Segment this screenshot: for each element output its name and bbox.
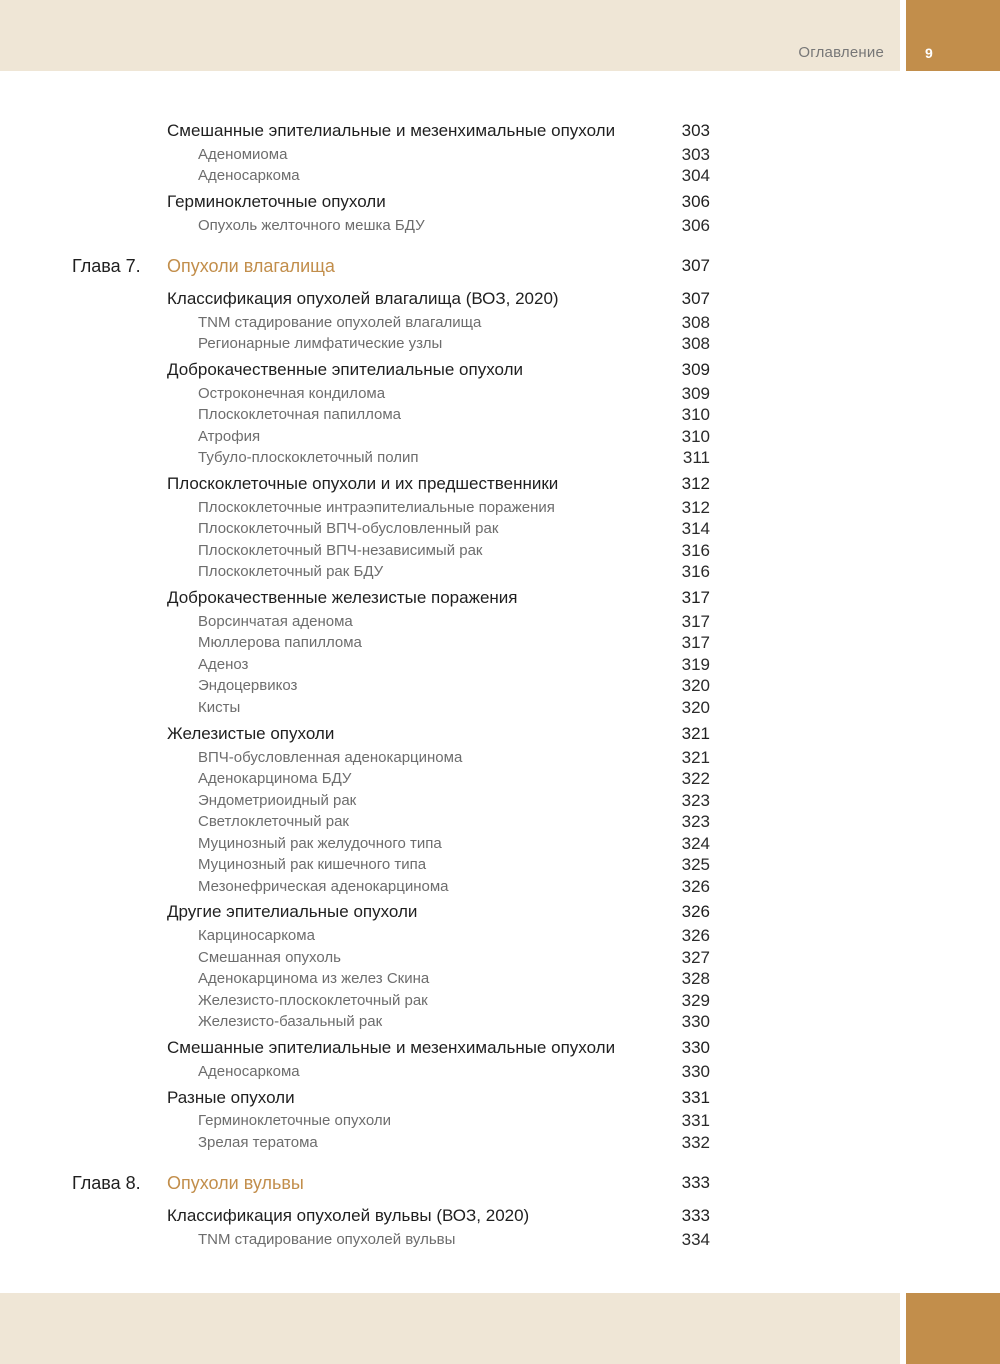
toc-item-row[interactable] [0,769,720,789]
toc-page-number: 311 [682,448,710,467]
toc-entry-title: Карциносаркома [198,927,315,944]
toc-page-number: 323 [681,812,710,831]
toc-entry-title: Плоскоклеточная папиллома [198,406,402,423]
toc-entry-title: Классификация опухолей вульвы (ВОЗ, 2020) [167,1206,530,1225]
toc-page-number: 312 [681,498,710,517]
toc-section-row[interactable] [0,1088,720,1108]
toc-page-number: 303 [681,145,710,164]
toc-page-number: 308 [681,334,710,353]
toc-page-number: 326 [681,902,710,921]
page-number-tab [906,0,1000,71]
toc-entry-title: Опухоли вульвы [167,1173,304,1193]
toc-page-number: 303 [681,121,710,140]
toc-section-row[interactable] [0,1038,720,1058]
toc-section-row[interactable] [0,474,720,494]
toc-item-row[interactable] [0,834,720,854]
toc-page-number: 307 [681,289,710,308]
toc-entry-title: Светлоклеточный рак [198,813,349,830]
toc-entry-title: Опухоли влагалища [167,256,335,276]
toc-page-number: 320 [681,698,710,717]
toc-entry-title: Доброкачественные железистые поражения [167,588,518,607]
toc-entry-title: Смешанные эпителиальные и мезенхимальные опухоли [167,1038,616,1057]
toc-item-row[interactable] [0,676,720,696]
toc-item-row[interactable] [0,991,720,1011]
toc-page-number: 314 [681,519,710,538]
toc-page-number: 323 [681,791,710,810]
toc-entry-title: Мезонефрическая аденокарцинома [198,878,449,895]
toc-page-number: 328 [681,969,710,988]
toc-entry-title: Плоскоклеточный ВПЧ-обусловленный рак [198,520,499,537]
toc-item-row[interactable] [0,405,720,425]
toc-item-row[interactable] [0,498,720,518]
toc-item-row[interactable] [0,1230,720,1250]
toc-item-row[interactable] [0,855,720,875]
toc-page-number: 330 [681,1038,710,1057]
toc-entry-title: Ворсинчатая аденома [198,613,353,630]
toc-entry-title: Мюллерова папиллома [198,634,362,651]
toc-entry-title: Плоскоклеточные опухоли и их предшественники [167,474,559,493]
running-header-title: Оглавление [798,44,884,61]
toc-entry-title: Герминоклеточные опухоли [198,1112,391,1129]
toc-item-row[interactable] [0,926,720,946]
toc-page-number: 306 [681,216,710,235]
toc-entry-title: Плоскоклеточные интраэпителиальные поражения [198,499,555,516]
toc-entry-title: Железисто-базальный рак [198,1013,383,1030]
toc-entry-title: Смешанная опухоль [198,949,341,966]
toc-item-row[interactable] [0,877,720,897]
toc-entry-title: Плоскоклеточный рак БДУ [198,563,384,580]
toc-item-row[interactable] [0,748,720,768]
toc-page-number: 331 [681,1088,710,1107]
toc-item-row[interactable] [0,427,720,447]
toc-entry-title: Эндометриоидный рак [198,792,357,809]
toc-entry-title: Аденокарцинома БДУ [198,770,352,787]
toc-page-number: 330 [681,1062,710,1081]
toc-page-number: 310 [681,427,710,446]
toc-entry-title: Доброкачественные эпителиальные опухоли [167,360,524,379]
toc-page-number: 326 [681,926,710,945]
toc-section-row[interactable] [0,902,720,922]
toc-entry-title: Регионарные лимфатические узлы [198,335,443,352]
toc-page-number: 329 [681,991,710,1010]
toc-entry-title: Железисто-плоскоклеточный рак [198,992,428,1009]
toc-page-number: 317 [681,612,710,631]
toc-item-row[interactable] [0,166,720,186]
footer-tab [906,1293,1000,1364]
toc-entry-title: Опухоль желточного мешка БДУ [198,217,425,234]
toc-entry-title: Муцинозный рак кишечного типа [198,856,427,873]
toc-entry-title: Смешанные эпителиальные и мезенхимальные опухоли [167,121,616,140]
toc-page-number: 307 [681,256,710,275]
toc-page-number: 321 [681,748,710,767]
toc-page-number: 326 [681,877,710,896]
toc-page-number: 317 [681,633,710,652]
toc-item-row[interactable] [0,216,720,236]
toc-item-row[interactable] [0,612,720,632]
toc-section-row[interactable] [0,360,720,380]
toc-page-number: 320 [681,676,710,695]
toc-chapter-number: Глава 7. [72,256,141,276]
toc-item-row[interactable] [0,519,720,539]
toc-page-number: 319 [681,655,710,674]
toc-item-row[interactable] [0,655,720,675]
toc-item-row[interactable] [0,313,720,333]
toc-entry-title: Зрелая тератома [198,1134,318,1151]
toc-entry-title: Аденосаркома [198,167,300,184]
toc-entry-title: TNM стадирование опухолей влагалища [198,314,482,331]
toc-item-row[interactable] [0,1111,720,1131]
toc-entry-title: Кисты [198,699,241,716]
toc-item-row[interactable] [0,448,720,468]
toc-page-number: 332 [681,1133,710,1152]
toc-page-number: 308 [681,313,710,332]
toc-item-row[interactable] [0,698,720,718]
toc-entry-title: Железистые опухоли [167,724,335,743]
toc-item-row[interactable] [0,541,720,561]
toc-page-number: 306 [681,192,710,211]
toc-page-number: 333 [681,1173,710,1192]
toc-page-number: 327 [681,948,710,967]
toc-section-row[interactable] [0,289,720,309]
toc-section-row[interactable] [0,121,720,141]
toc-item-row[interactable] [0,969,720,989]
toc-item-row[interactable] [0,334,720,354]
toc-page-number: 310 [681,405,710,424]
header-band [0,0,900,71]
toc-item-row[interactable] [0,145,720,165]
toc-section-row[interactable] [0,192,720,212]
toc-section-row[interactable] [0,588,720,608]
toc-page-number: 316 [681,541,710,560]
toc-page-number: 309 [681,360,710,379]
toc-entry-title: Тубуло-плоскоклеточный полип [198,449,419,466]
page-number: 9 [925,45,933,61]
toc-page-number: 309 [681,384,710,403]
toc-entry-title: TNM стадирование опухолей вульвы [198,1231,456,1248]
toc-page-number: 334 [681,1230,710,1249]
toc-item-row[interactable] [0,1062,720,1082]
toc-page-number: 325 [681,855,710,874]
toc-entry-title: Эндоцервикоз [198,677,298,694]
toc-entry-title: Плоскоклеточный ВПЧ-независимый рак [198,542,483,559]
toc-section-row[interactable] [0,1206,720,1226]
toc-section-row[interactable] [0,724,720,744]
toc-entry-title: Атрофия [198,428,261,445]
toc-entry-title: Муцинозный рак желудочного типа [198,835,442,852]
toc-page-number: 321 [681,724,710,743]
toc-entry-title: Остроконечная кондилома [198,385,386,402]
toc-page-number: 331 [681,1111,710,1130]
toc-entry-title: Классификация опухолей влагалища (ВОЗ, 2020) [167,289,559,308]
toc-page-number: 330 [681,1012,710,1031]
toc-item-row[interactable] [0,562,720,582]
toc-item-row[interactable] [0,948,720,968]
toc-chapter-row[interactable] [0,256,720,276]
toc-chapter-number: Глава 8. [72,1173,141,1193]
toc-page-number: 304 [681,166,710,185]
footer-band [0,1293,900,1364]
toc-entry-title: ВПЧ-обусловленная аденокарцинома [198,749,463,766]
toc-item-row[interactable] [0,1012,720,1032]
toc-page-number: 317 [681,588,710,607]
toc-entry-title: Аденомиома [198,146,288,163]
toc-page-number: 322 [681,769,710,788]
toc-item-row[interactable] [0,791,720,811]
toc-entry-title: Другие эпителиальные опухоли [167,902,418,921]
toc-page-number: 333 [681,1206,710,1225]
toc-item-row[interactable] [0,384,720,404]
toc-entry-title: Разные опухоли [167,1088,295,1107]
toc-entry-title: Аденосаркома [198,1063,300,1080]
toc-chapter-row[interactable] [0,1173,720,1193]
toc-page-number: 312 [681,474,710,493]
toc-page-number: 316 [681,562,710,581]
toc-entry-title: Аденоз [198,656,249,673]
toc-entry-title: Герминоклеточные опухоли [167,192,386,211]
toc-entry-title: Аденокарцинома из желез Скина [198,970,430,987]
toc-item-row[interactable] [0,633,720,653]
toc-page-number: 324 [681,834,710,853]
toc-item-row[interactable] [0,812,720,832]
toc-item-row[interactable] [0,1133,720,1153]
